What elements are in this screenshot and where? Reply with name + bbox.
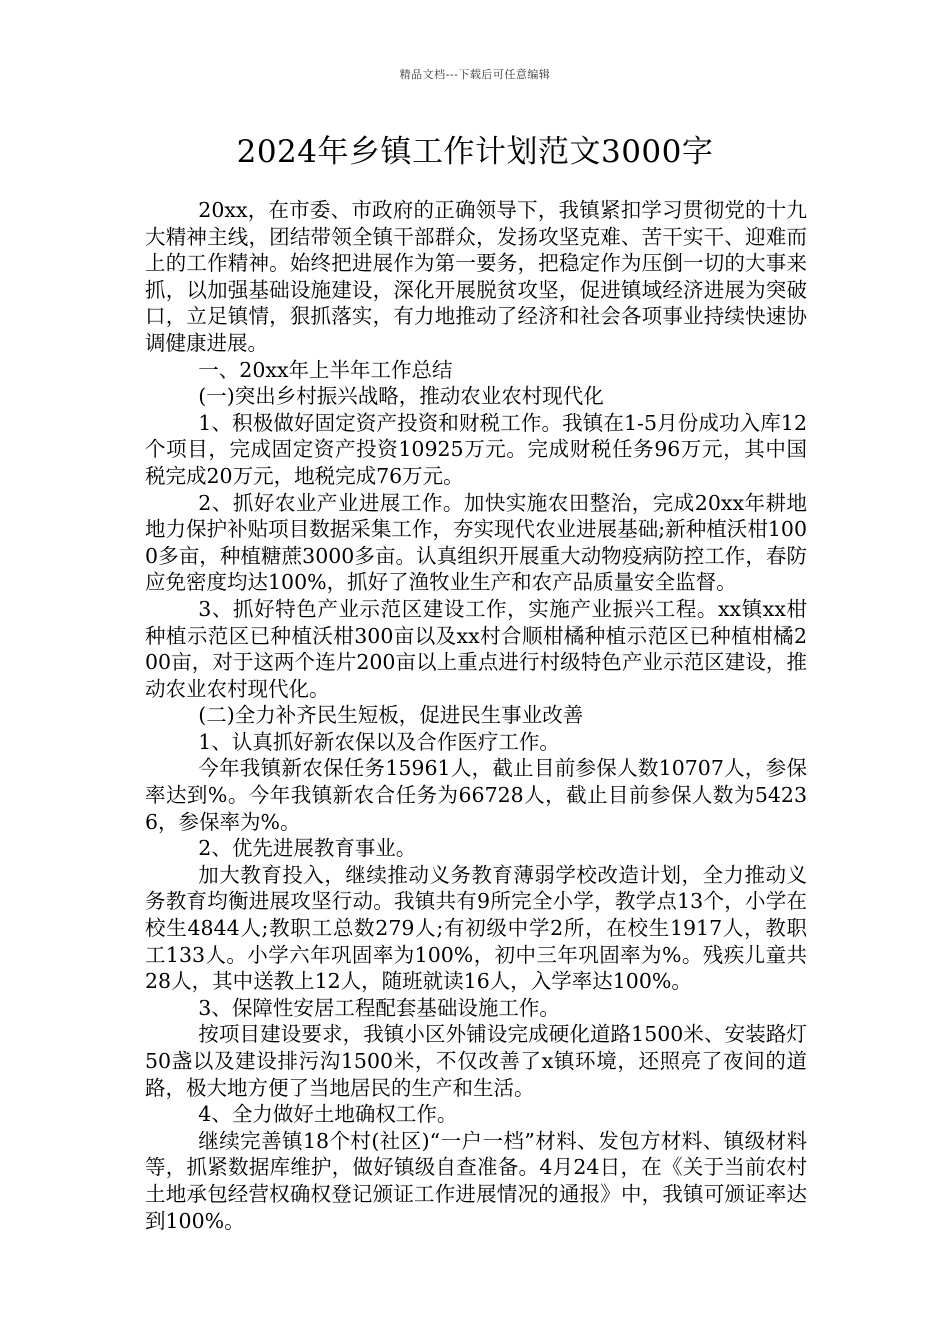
item-investment-tax: 1、积极做好固定资产投资和财税工作。我镇在1-5月份成功入库12个项目，完成固定资产投资10925万元。完成财税任务96万元，其中国税完成20万元，地税完成76万元。 [145, 410, 807, 488]
subsection-heading-1: (一)突出乡村振兴战略，推动农业农村现代化 [198, 384, 604, 409]
item-heading-land: 4、全力做好土地确权工作。 [198, 1102, 458, 1127]
section-heading-1: 一、20xx年上半年工作总结 [198, 357, 453, 382]
housing-paragraph: 按项目建设要求，我镇小区外铺设完成硬化道路1500米、安装路灯50盏以及建设排污沟1500米，不仅改善了x镇环境，还照亮了夜间的道路，极大地方便了当地居民的生产和生活。 [145, 1022, 807, 1100]
land-paragraph: 继续完善镇18个村(社区)“一户一档”材料、发包方材料、镇级材料等，抓紧数据库维护，做好镇级自查准备。4月24日，在《关于当前农村土地承包经营权确权登记颁证工作进展情况的通报》中，我镇可颁证率达到100%。 [145, 1128, 807, 1233]
item-heading-housing: 3、保障性安居工程配套基础设施工作。 [198, 995, 560, 1020]
item-heading-insurance: 1、认真抓好新农保以及合作医疗工作。 [198, 729, 560, 754]
subsection-heading-2: (二)全力补齐民生短板，促进民生事业改善 [198, 703, 584, 728]
item-heading-education: 2、优先进展教育事业。 [198, 836, 417, 861]
insurance-paragraph: 今年我镇新农保任务15961人，截止目前参保人数10707人，参保率达到%。今年我镇新农合任务为66728人，截止目前参保人数为54236，参保率为%。 [145, 756, 807, 834]
item-agriculture: 2、抓好农业产业进展工作。加快实施农田整治，完成20xx年耕地地力保护补贴项目数据采集工作，夯实现代农业进展基础;新种植沃柑1000多亩，种植糖蔗3000多亩。认真组织开展重大动物疫病防控工作，春防应免密度均达100%，抓好了渔牧业生产和农产品质量安全监督。 [145, 490, 807, 595]
page-header: 精品文档---下载后可任意编辑 [399, 68, 551, 81]
document-body [145, 197, 807, 1234]
education-paragraph: 加大教育投入，继续推动义务教育薄弱学校改造计划，全力推动义务教育均衡进展攻坚行动。我镇共有9所完全小学，教学点13个，小学在校生4844人;教职工总数279人;有初级中学2所，在校生1917人，教职工133人。小学六年巩固率为100%，初中三年巩固率为%。残疾儿童共28人，其中送教上12人，随班就读16人，入学率达100%。 [145, 862, 807, 994]
item-demonstration-zone: 3、抓好特色产业示范区建设工作，实施产业振兴工程。xx镇xx柑种植示范区已种植沃柑300亩以及xx村合顺柑橘种植示范区已种植柑橘200亩，对于这两个连片200亩以上重点进行村级特色产业示范区建设，推动农业农村现代化。 [145, 596, 807, 701]
document-title: 2024年乡镇工作计划范文3000字 [236, 134, 714, 170]
intro-paragraph: 20xx，在市委、市政府的正确领导下，我镇紧扣学习贯彻党的十九大精神主线，团结带领全镇干部群众，发扬攻坚克难、苦干实干、迎难而上的工作精神。始终把进展作为第一要务，把稳定作为压倒一切的大事来抓，以加强基础设施建设，深化开展脱贫攻坚，促进镇域经济进展为突破口，立足镇情，狠抓落实，有力地推动了经济和社会各项事业持续快速协调健康进展。 [145, 198, 807, 355]
